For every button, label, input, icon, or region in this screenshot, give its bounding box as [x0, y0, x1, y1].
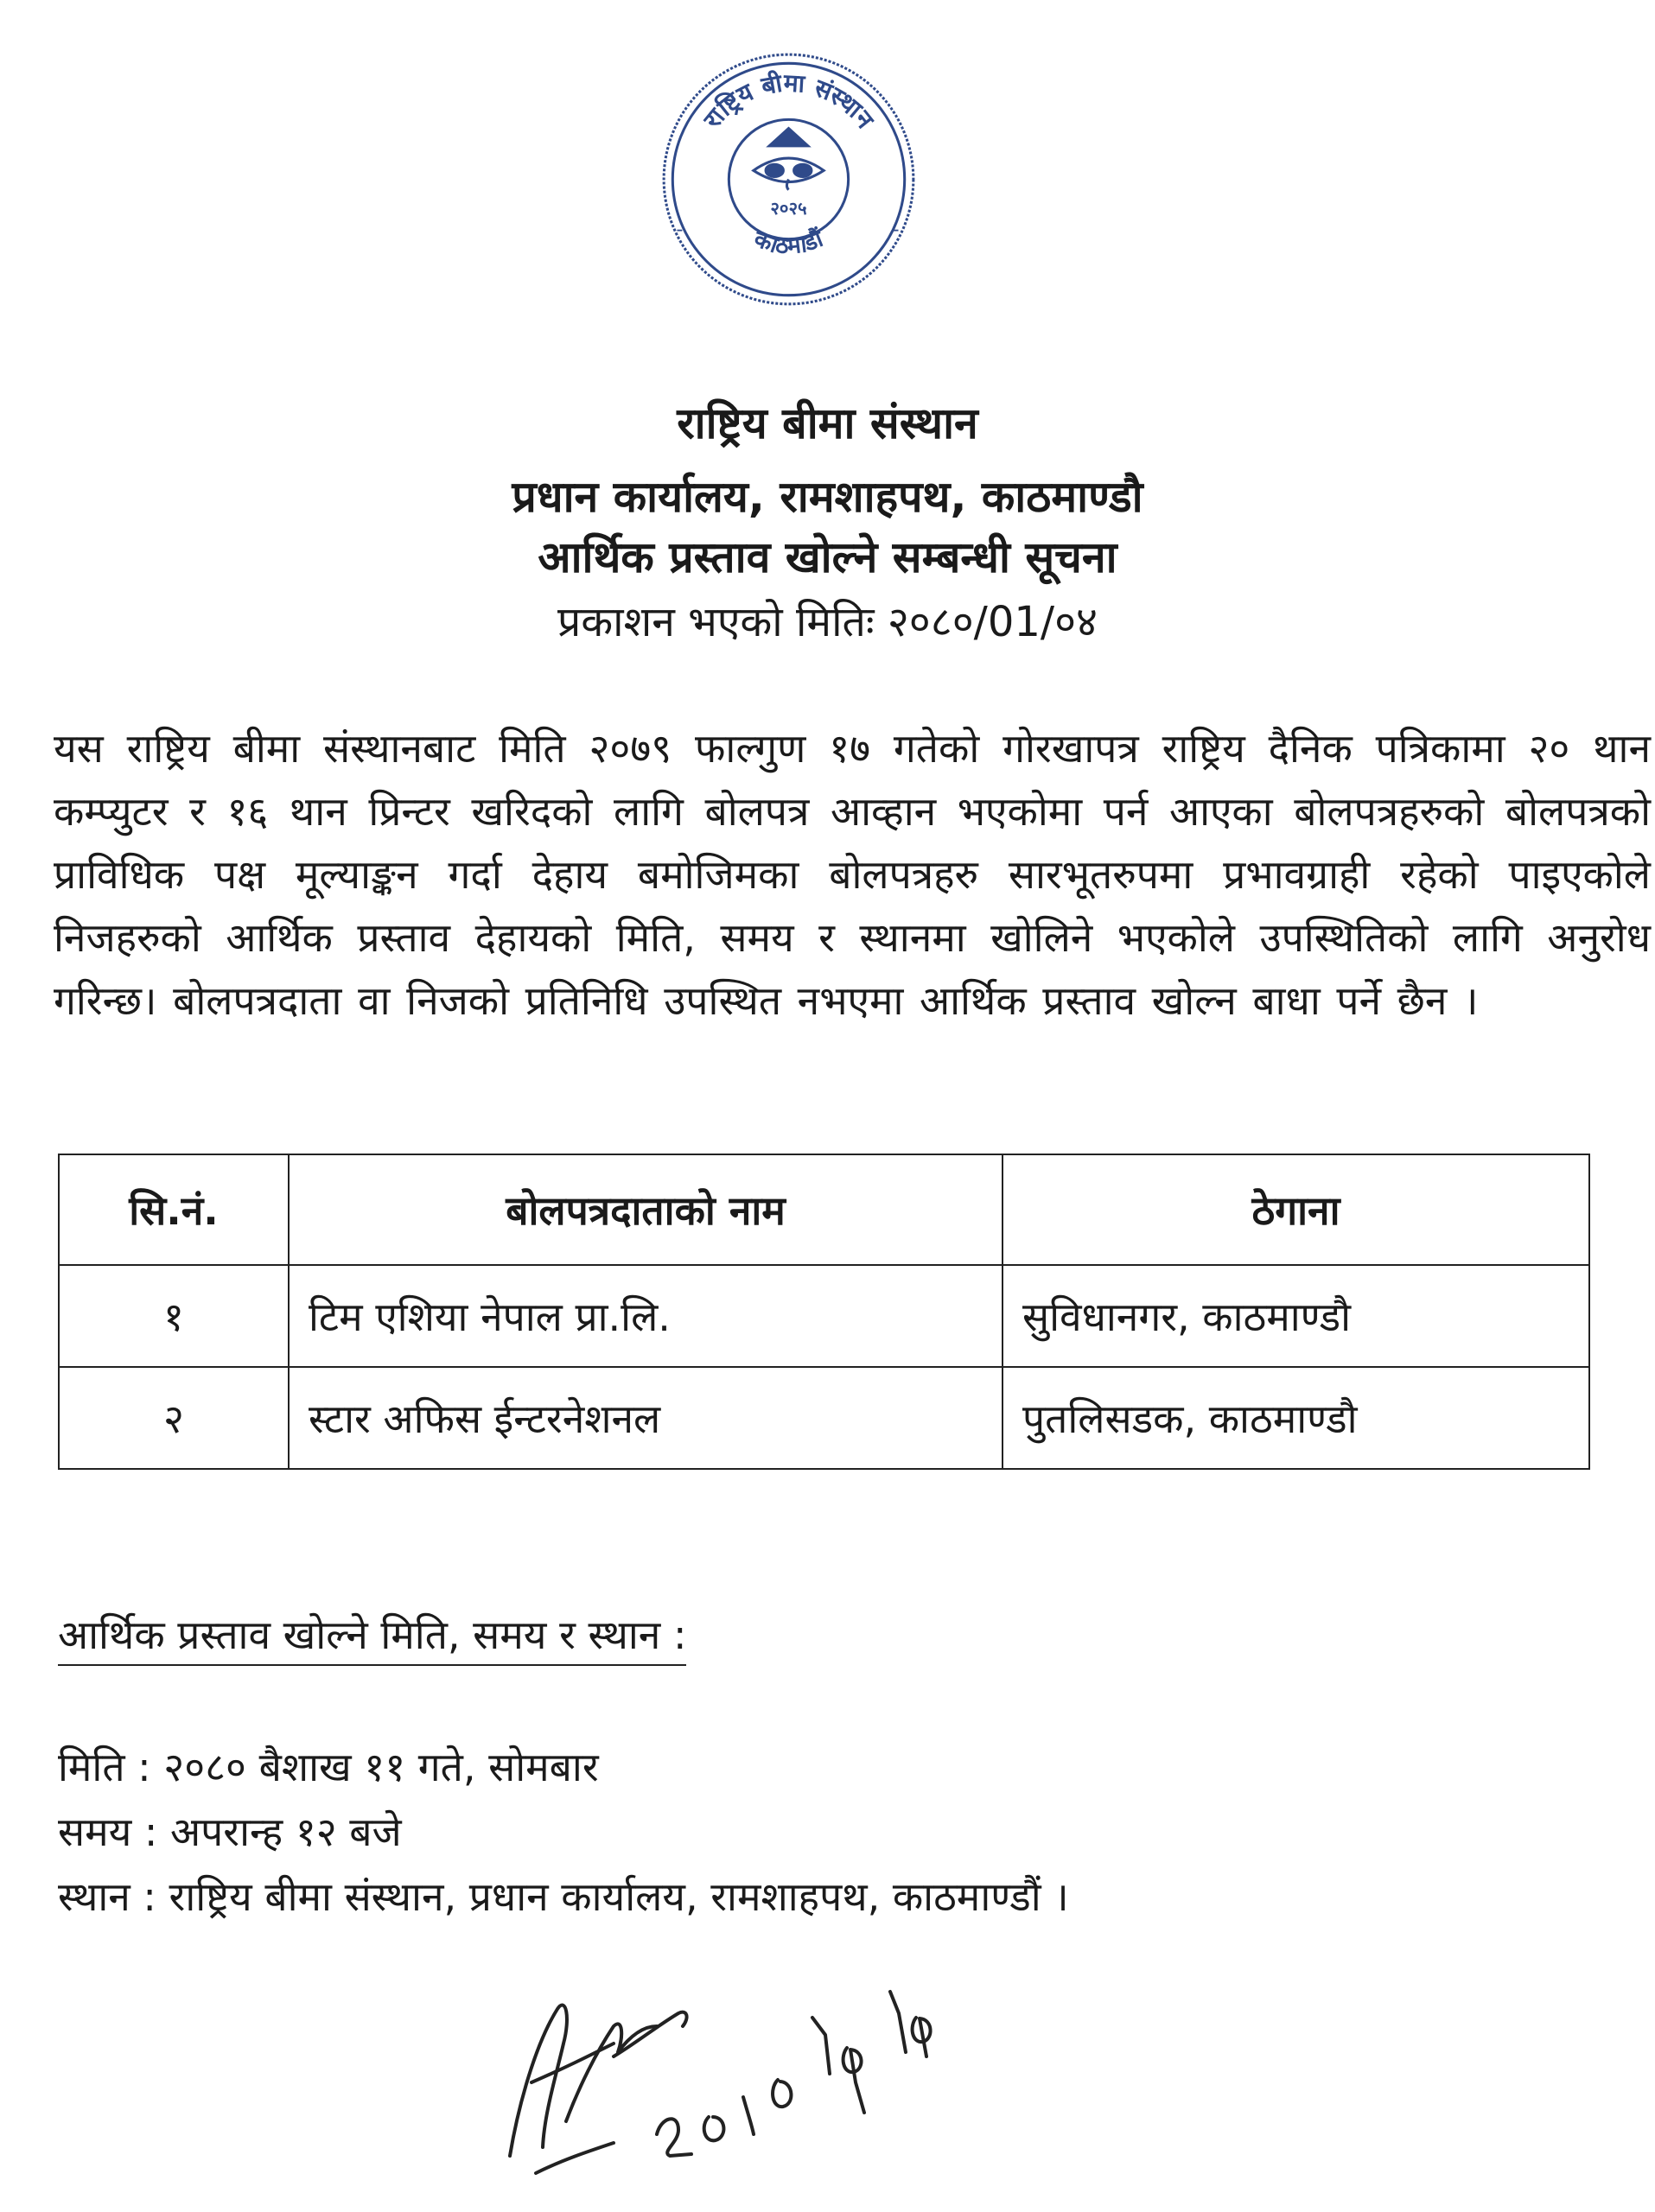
svg-text:-: - [676, 218, 684, 241]
official-seal [657, 48, 920, 311]
header-serial-number: सि.नं. [59, 1154, 289, 1265]
opening-time-line: समय : अपरान्ह १२ बजे [58, 1808, 402, 1855]
cell-address: पुतलिसडक, काठमाण्डौ [1003, 1367, 1589, 1469]
handwritten-signature [484, 1897, 951, 2190]
office-address: प्रधान कार्यालय, रामशाहपथ, काठमाण्डौ [512, 472, 1143, 522]
seal-emblem-icon [754, 129, 824, 190]
seal-year: २०२५ [770, 198, 807, 219]
header-bidder-name: बोलपत्रदाताको नाम [289, 1154, 1003, 1265]
opening-details-title: आर्थिक प्रस्ताव खोल्ने मिति, समय र स्थान : [58, 1609, 686, 1666]
svg-text:राष्ट्रिय बीमा संस्थान [697, 68, 880, 135]
cell-bidder-name: टिम एशिया नेपाल प्रा.लि. [289, 1265, 1003, 1367]
notice-body-paragraph: यस राष्ट्रिय बीमा संस्थानबाट मिति २०७९ फाल्गुण १७ गतेको गोरखापत्र राष्ट्रिय दैनिक पत्रिकामा २० थान कम्प्युटर र १६ थान प्रिन्टर खरिदको लागि बोलपत्र आव्हान भएकोमा पर्न आएका बोलपत्रहरुको बोलपत्रको प्राविधिक पक्ष मूल्याङ्कन गर्दा देहाय बमोजिमका बोलपत्रहरु सारभूतरुपमा प्रभावग्राही रहेको पाइएकोले निजहरुको आर्थिक प्रस्ताव देहायको मिति, समय र स्थानमा खोलिने भएकोले उपस्थितिको लागि अनुरोध गरिन्छ। बोलपत्रदाता वा निजको प्रतिनिधि उपस्थित नभएमा आर्थिक प्रस्ताव खोल्न बाधा पर्ने छैन । [54, 725, 1651, 1024]
notice-title: आर्थिक प्रस्ताव खोल्ने सम्बन्धी सूचना [538, 532, 1117, 582]
publication-date: प्रकाशन भएको मितिः २०८०/01/०४ [557, 598, 1098, 646]
header-address: ठेगाना [1003, 1154, 1589, 1265]
cell-bidder-name: स्टार अफिस ईन्टरनेशनल [289, 1367, 1003, 1469]
table-header-row [59, 1154, 1589, 1265]
svg-text:काठमाडौं [749, 225, 827, 260]
table-row [59, 1265, 1589, 1367]
svg-text:-: - [892, 218, 900, 241]
seal-top-text: राष्ट्रिय बीमा संस्थान [697, 68, 880, 134]
opening-place-line: स्थान : राष्ट्रिय बीमा संस्थान, प्रधान कार्यालय, रामशाहपथ, काठमाण्डौं । [58, 1873, 1069, 1920]
table-row [59, 1367, 1589, 1469]
cell-address: सुविधानगर, काठमाण्डौ [1003, 1265, 1589, 1367]
seal-bottom-text: काठमाडौं [750, 225, 827, 260]
cell-serial-number: १ [59, 1265, 289, 1367]
opening-date-line: मिति : २०८० बैशाख ११ गते, सोमबार [58, 1744, 599, 1790]
bidders-table [58, 1154, 1590, 1470]
seal-graphic [657, 48, 920, 311]
cell-serial-number: २ [59, 1367, 289, 1469]
signature-graphic [484, 1897, 951, 2190]
organization-name: राष्ट्रिय बीमा संस्थान [677, 398, 978, 448]
